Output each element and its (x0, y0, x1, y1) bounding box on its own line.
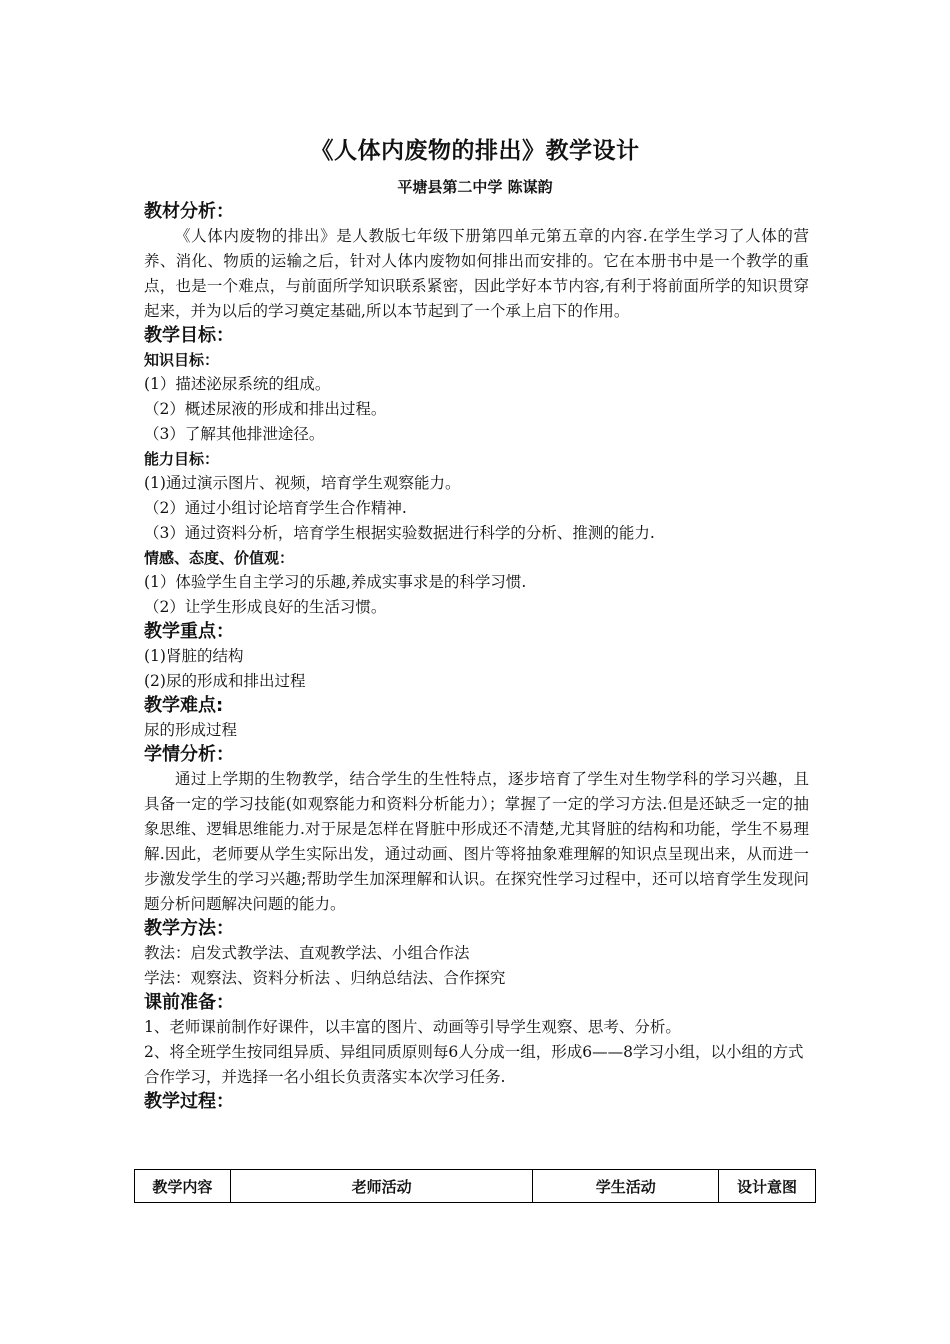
document-title: 《人体内废物的排出》教学设计 (310, 138, 640, 164)
list-item: (1）描述泌尿系统的组成。 (144, 375, 331, 393)
material-paragraph: 《人体内废物的排出》是人教版七年级下册第四单元第五章的内容.在学生学习了人体的营养、消化、物质的运输之后，针对人体内废物如何排出而安排的。它在本册书中是一个教学的重点，也是一个难点，与前面所学知识联系紧密，因此学好本节内容,有利于将前面所学的知识贯穿起来，并为以后的学习奠定基础,所以本节起到了一个承上启下的作用。 (144, 227, 809, 320)
list-item: 2、将全班学生按同组异质、异组同质原则每6人分成一组，形成6——8学习小组，以小组的方式合作学习，并选择一名小组长负责落实本次学习任务. (144, 1043, 804, 1086)
list-item: （2）概述尿液的形成和排出过程。 (144, 400, 387, 418)
heading-knowledge-goals: 知识目标： (144, 351, 220, 369)
column-header-student: 学生活动 (533, 1170, 719, 1203)
heading-goals: 教学目标： (144, 325, 234, 346)
heading-emotion-goals: 情感、态度、价值观： (144, 549, 295, 567)
heading-process: 教学过程： (144, 1091, 234, 1112)
list-item: （3）通过资料分析，培育学生根据实验数据进行科学的分析、推测的能力. (144, 524, 655, 542)
list-item: （2）让学生形成良好的生活习惯。 (144, 598, 387, 616)
list-item: 教法：启发式教学法、直观教学法、小组合作法 (144, 944, 470, 962)
list-item: 学法：观察法、资料分析法 、归纳总结法、合作探究 (144, 969, 506, 987)
author-line: 平塘县第二中学 陈谋韵 (397, 178, 553, 196)
heading-ability-goals: 能力目标： (144, 450, 220, 468)
difficulty-text: 尿的形成过程 (144, 721, 238, 739)
column-header-content: 教学内容 (135, 1170, 231, 1203)
list-item: （3）了解其他排泄途径。 (144, 425, 325, 443)
heading-material: 教材分析： (144, 201, 234, 222)
list-item: (1)肾脏的结构 (144, 647, 244, 665)
list-item: (2)尿的形成和排出过程 (144, 672, 306, 690)
list-item: （2）通过小组讨论培育学生合作精神. (144, 499, 407, 517)
column-header-teacher: 老师活动 (230, 1170, 533, 1203)
list-item: (1）体验学生自主学习的乐趣,养成实事求是的科学习惯. (144, 573, 527, 591)
document-body (144, 200, 809, 1114)
heading-difficulty: 教学难点: (144, 695, 224, 716)
column-header-intent: 设计意图 (719, 1170, 816, 1203)
heading-methods: 教学方法： (144, 918, 234, 939)
heading-students: 学情分析： (144, 744, 234, 765)
table-header-row (135, 1170, 816, 1203)
students-paragraph: 通过上学期的生物教学，结合学生的生性特点，逐步培育了学生对生物学科的学习兴趣，且具备一定的学习技能(如观察能力和资料分析能力）；掌握了一定的学习方法.但是还缺乏一定的抽象思维、逻辑思维能力.对于尿是怎样在肾脏中形成还不清楚,尤其肾脏的结构和功能，学生不易理解.因此，老师要从学生实际出发，通过动画、图片等将抽象难理解的知识点呈现出来，从而进一步激发学生的学习兴趣;帮助学生加深理解和认识。在探究性学习过程中，还可以培育学生发现问题分析问题解决问题的能力。 (144, 770, 809, 913)
list-item: (1)通过演示图片、视频，培育学生观察能力。 (144, 474, 461, 492)
heading-preparation: 课前准备： (144, 992, 234, 1013)
process-table (134, 1169, 816, 1203)
heading-keypoints: 教学重点： (144, 621, 234, 642)
list-item: 1、老师课前制作好课件，以丰富的图片、动画等引导学生观察、思考、分析。 (144, 1018, 681, 1036)
